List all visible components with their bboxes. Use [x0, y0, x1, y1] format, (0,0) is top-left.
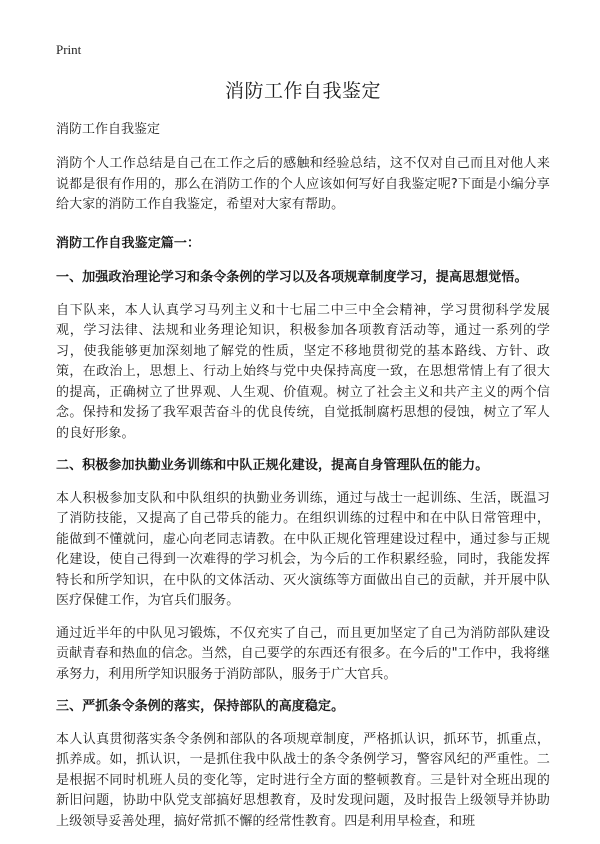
intro-paragraph: 消防个人工作总结是自己在工作之后的感触和经验总结，这不仅对自己而且对他人来说都是很有作用的，那么在消防工作的个人应该如何写好自我鉴定呢?下面是小编分享给大家的消防工作自我鉴定，希望对大家有帮助。 — [56, 156, 550, 212]
document-body — [56, 76, 550, 844]
document-subtitle: 消防工作自我鉴定 — [56, 122, 161, 137]
section-2-paragraph-1: 本人积极参加支队和中队组织的执勤业务训练，通过与战士一起训练、生活，既温习了消防技能，又提高了自己带兵的能力。在组织训练的过程中和在中队日常管理中，能做到不懂就问，虚心向老同志请教。在中队正规化管理建设过程中，通过参与正规化建设，使自己得到一次难得的学习机会，为今后的工作积累经验，同时，我能发挥特长和所学知识，在中队的文体活动、灭火演练等方面做出自己的贡献，并开展中队医疗保健工作，为官兵们服务。 — [56, 490, 550, 608]
part-one-title: 消防工作自我鉴定篇一： — [56, 235, 201, 251]
section-1-paragraph: 自下队来，本人认真学习马列主义和十七届二中三中全会精神，学习贯彻科学发展观，学习法律、法规和业务理论知识，积极参加各项教育活动等，通过一系列的学习，使我能够更加深刻地了解党的性质，坚定不移地贯彻党的基本路线、方针、政策，在政治上，思想上、行动上始终与党中央保持高度一致，在思想常情上有了很大的提高，正确树立了世界观、人生观、价值观。树立了社会主义和共产主义的两个信念。保持和发扬了我军艰苦奋斗的优良传统，自觉抵制腐朽思想的侵蚀，树立了军人的良好形象。 — [56, 302, 550, 441]
section-1-heading: 一、加强政治理论学习和条令条例的学习以及各项规章制度学习，提高思想觉悟。 — [56, 270, 528, 285]
section-2-paragraph-2: 通过近半年的中队见习锻炼，不仅充实了自己，而且更加坚定了自己为消防部队建设贡献青春和热血的信念。当然，自己要学的东西还有很多。在今后的"工作中，我将继承努力，利用所学知识服务于消防部队，服务于广大官兵。 — [56, 625, 550, 682]
document-title: 消防工作自我鉴定 — [224, 80, 381, 102]
section-2-heading: 二、积极参加执勤业务训练和中队正规化建设，提高自身管理队伍的能力。 — [56, 458, 489, 473]
print-link[interactable]: Print — [56, 42, 82, 57]
section-3-heading: 三、严抓条令条例的落实，保持部队的高度稳定。 — [56, 699, 345, 714]
section-3-paragraph: 本人认真贯彻落实条令条例和部队的各项规章制度，严格抓认识，抓环节，抓重点，抓养成。如，抓认识，一是抓住我中队战士的条令条例学习，警容风纪的严重性。二是根据不同时机班人员的变化等，定时进行全方面的整顿教育。三是针对全班出现的新旧问题，协助中队党支部搞好思想教育，及时发现问题，及时报告上级领导并协助上级领导妥善处理，搞好常抓不懈的经常性教育。四是利用早检查，和班 — [56, 731, 550, 829]
